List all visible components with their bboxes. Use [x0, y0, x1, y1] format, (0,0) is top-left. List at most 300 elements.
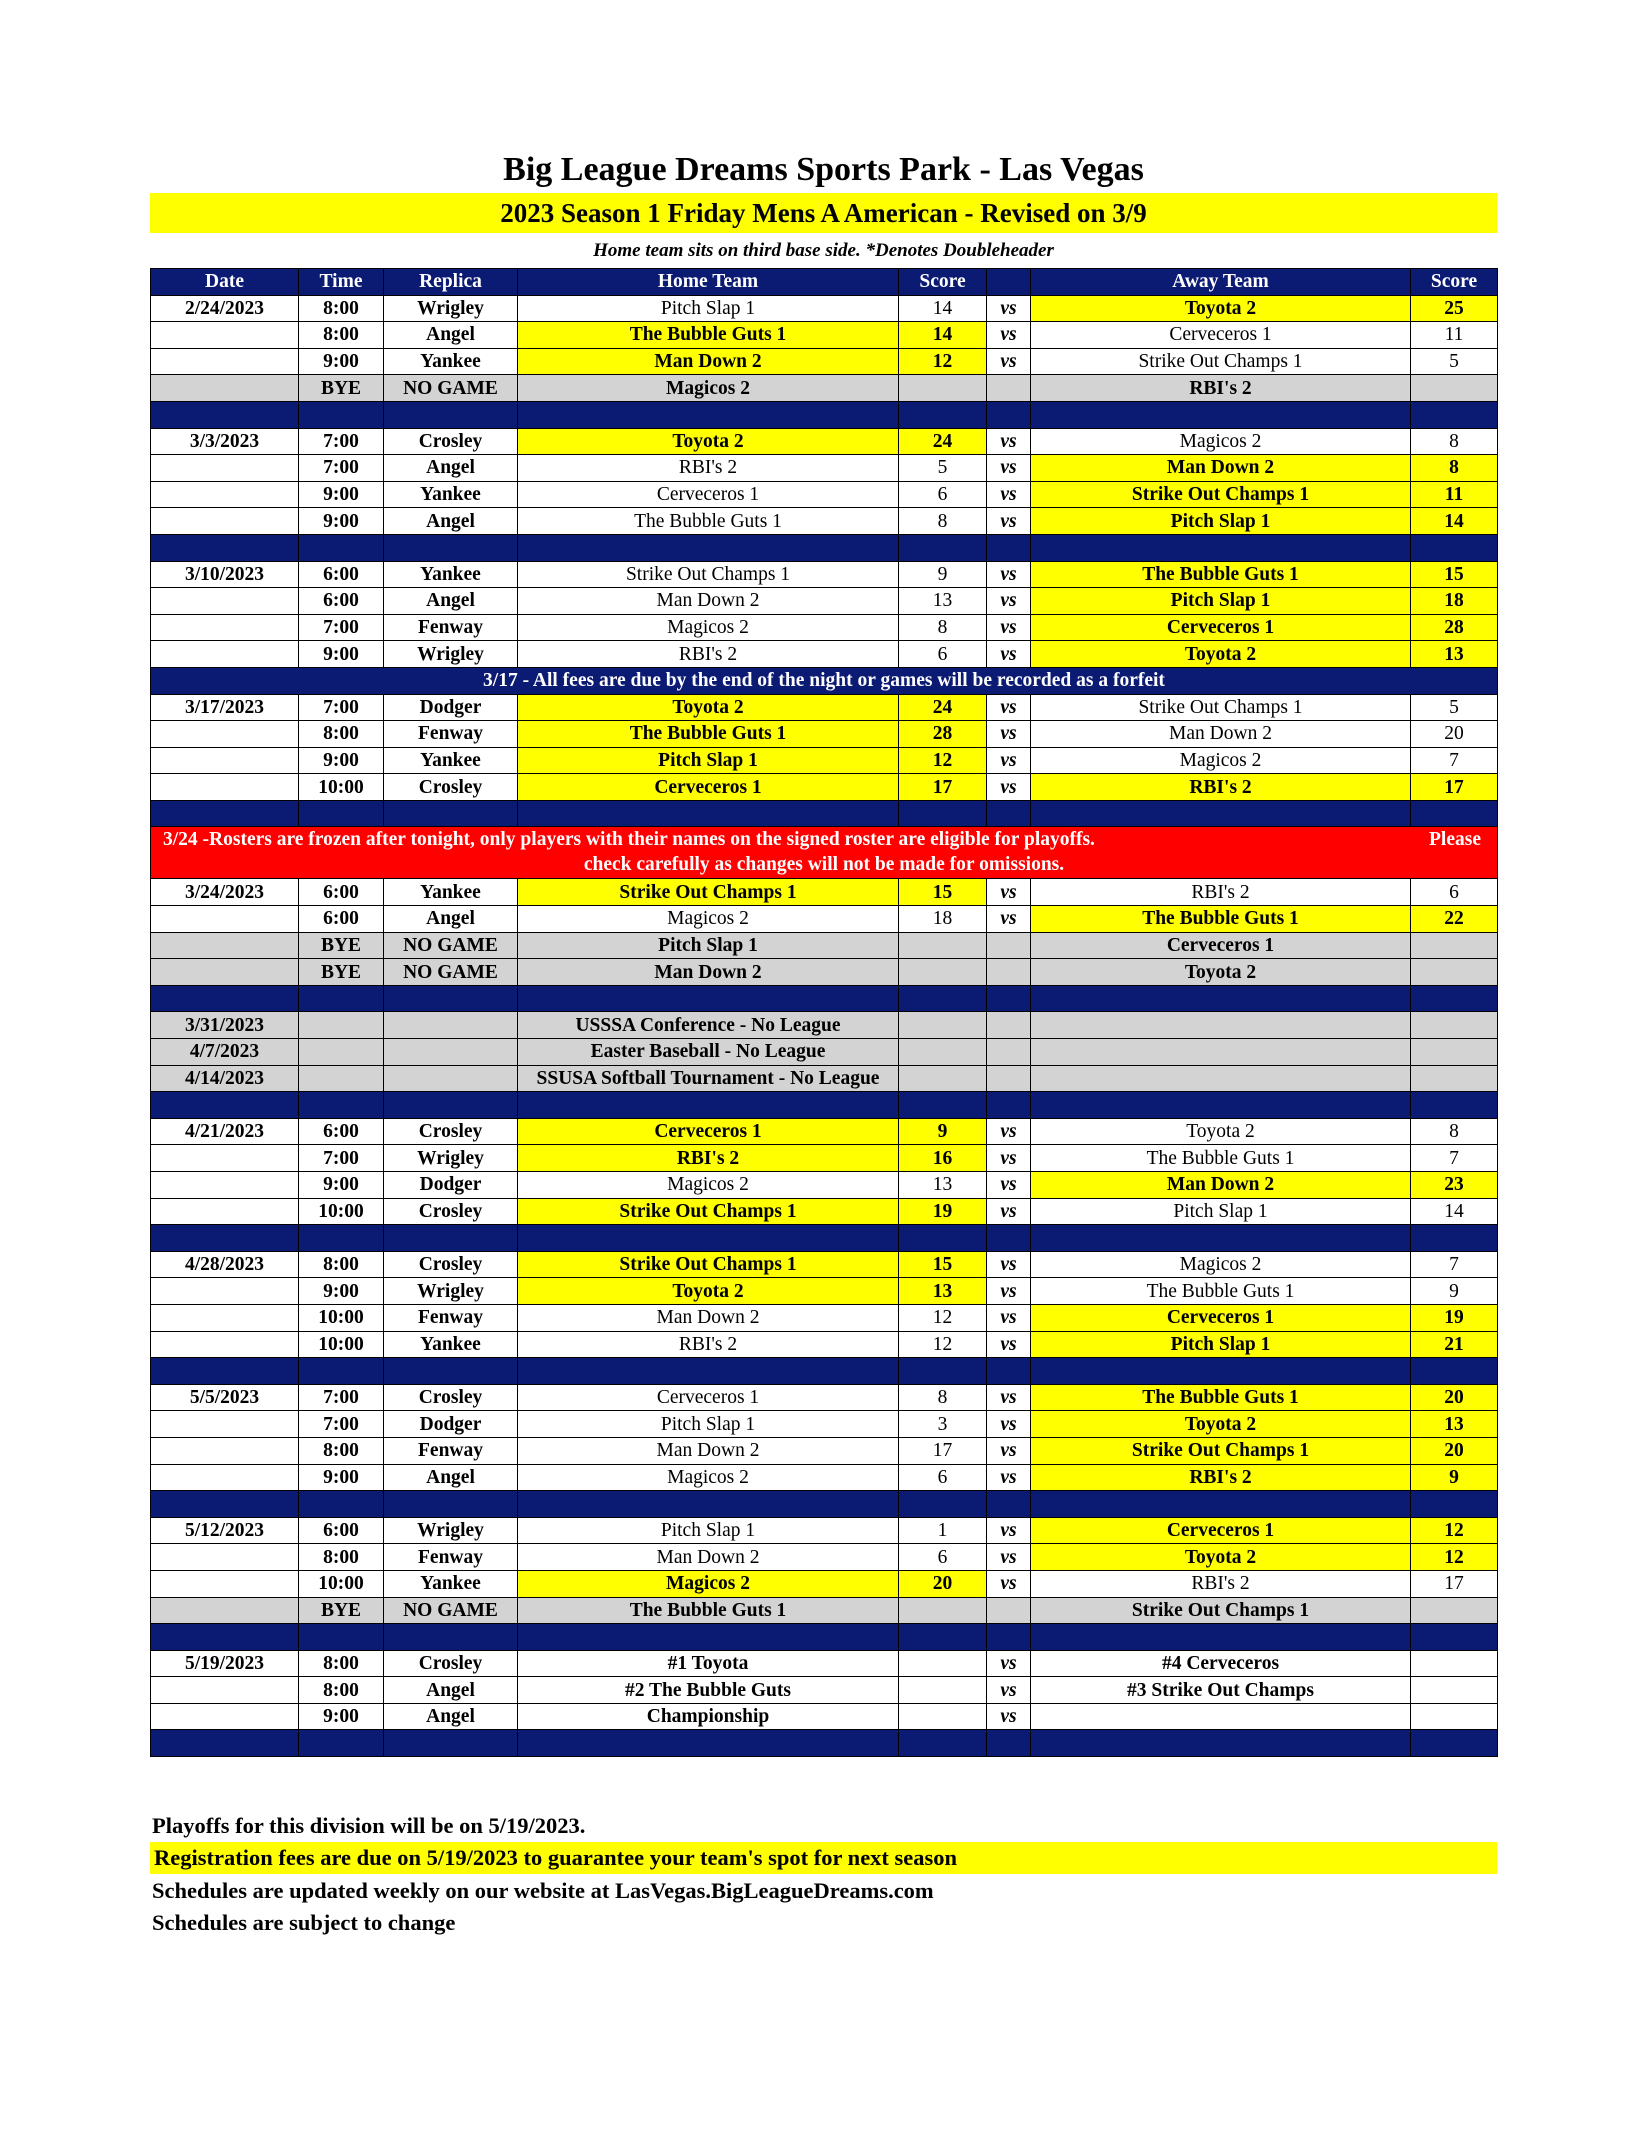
- game-row: [151, 1251, 1498, 1278]
- game-row: [151, 1544, 1498, 1571]
- separator-row: [151, 401, 1498, 428]
- col-home-team-header: Home Team: [518, 269, 899, 296]
- home-team: Strike Out Champs 1: [518, 1198, 899, 1225]
- away-score: 25: [1411, 295, 1498, 322]
- home-score: [899, 1650, 987, 1677]
- away-team: #3 Strike Out Champs: [1031, 1677, 1411, 1704]
- col-replica-header: Replica: [384, 269, 518, 296]
- away-team: [1031, 1703, 1411, 1730]
- home-team: Strike Out Champs 1: [518, 561, 899, 588]
- separator-cell: [1411, 1491, 1498, 1518]
- game-date: 4/14/2023: [151, 1065, 299, 1092]
- no-league-row: [151, 1065, 1498, 1092]
- game-date: [151, 641, 299, 668]
- home-team: Man Down 2: [518, 1304, 899, 1331]
- game-date: 3/3/2023: [151, 428, 299, 455]
- vs-cell: vs: [987, 481, 1031, 508]
- vs-cell: vs: [987, 561, 1031, 588]
- separator-cell: [384, 1730, 518, 1757]
- away-team: The Bubble Guts 1: [1031, 1145, 1411, 1172]
- no-league-text: USSSA Conference - No League: [518, 1012, 899, 1039]
- game-row: [151, 774, 1498, 801]
- separator-cell: [151, 1730, 299, 1757]
- away-score: 5: [1411, 348, 1498, 375]
- away-score: 6: [1411, 879, 1498, 906]
- vs-cell: vs: [987, 295, 1031, 322]
- separator-cell: [384, 1225, 518, 1252]
- home-score: 8: [899, 614, 987, 641]
- separator-cell: [299, 1092, 384, 1119]
- home-team: Cerveceros 1: [518, 774, 899, 801]
- vs-cell: vs: [987, 1517, 1031, 1544]
- game-date: 4/21/2023: [151, 1118, 299, 1145]
- game-replica: NO GAME: [384, 932, 518, 959]
- away-team: Magicos 2: [1031, 1251, 1411, 1278]
- vs-cell: vs: [987, 508, 1031, 535]
- game-replica: [384, 1012, 518, 1039]
- home-team: Man Down 2: [518, 1544, 899, 1571]
- separator-cell: [384, 401, 518, 428]
- away-team: Pitch Slap 1: [1031, 508, 1411, 535]
- separator-row: [151, 985, 1498, 1012]
- schedule-body: [151, 295, 1498, 1756]
- home-score: 13: [899, 1172, 987, 1199]
- game-time: 7:00: [299, 614, 384, 641]
- separator-cell: [518, 985, 899, 1012]
- separator-cell: [1031, 1491, 1411, 1518]
- separator-cell: [1031, 1225, 1411, 1252]
- home-score: 5: [899, 455, 987, 482]
- vs-cell: vs: [987, 694, 1031, 721]
- away-team: Strike Out Champs 1: [1031, 481, 1411, 508]
- game-date: 3/24/2023: [151, 879, 299, 906]
- game-date: [151, 932, 299, 959]
- vs-cell: vs: [987, 1411, 1031, 1438]
- home-score: 14: [899, 295, 987, 322]
- away-team: Strike Out Champs 1: [1031, 694, 1411, 721]
- home-team: #2 The Bubble Guts: [518, 1677, 899, 1704]
- home-team: Cerveceros 1: [518, 481, 899, 508]
- game-row: [151, 747, 1498, 774]
- game-row: [151, 879, 1498, 906]
- game-replica: [384, 1039, 518, 1066]
- game-date: [151, 1304, 299, 1331]
- game-replica: Crosley: [384, 1198, 518, 1225]
- game-date: 4/28/2023: [151, 1251, 299, 1278]
- game-replica: Crosley: [384, 428, 518, 455]
- away-score: 14: [1411, 1198, 1498, 1225]
- home-score: 6: [899, 481, 987, 508]
- separator-cell: [987, 1225, 1031, 1252]
- home-score: 8: [899, 1384, 987, 1411]
- separator-cell: [1411, 1730, 1498, 1757]
- game-date: 5/19/2023: [151, 1650, 299, 1677]
- game-date: [151, 588, 299, 615]
- game-row: [151, 428, 1498, 455]
- game-time: 7:00: [299, 1384, 384, 1411]
- away-score: 19: [1411, 1304, 1498, 1331]
- vs-cell: vs: [987, 322, 1031, 349]
- game-time: BYE: [299, 375, 384, 402]
- away-team: Cerveceros 1: [1031, 322, 1411, 349]
- home-score: 3: [899, 1411, 987, 1438]
- separator-cell: [1411, 800, 1498, 827]
- separator-cell: [1031, 1358, 1411, 1385]
- vs-cell: [987, 1012, 1031, 1039]
- game-date: [151, 774, 299, 801]
- home-score: 16: [899, 1145, 987, 1172]
- game-date: 5/5/2023: [151, 1384, 299, 1411]
- game-time: 8:00: [299, 1677, 384, 1704]
- col-away-team-header: Away Team: [1031, 269, 1411, 296]
- game-replica: NO GAME: [384, 1597, 518, 1624]
- home-team: Man Down 2: [518, 959, 899, 986]
- separator-row: [151, 1358, 1498, 1385]
- game-time: 6:00: [299, 879, 384, 906]
- game-replica: Fenway: [384, 721, 518, 748]
- away-team: Cerveceros 1: [1031, 1517, 1411, 1544]
- home-team-note: Home team sits on third base side. *Denotes Doubleheader: [593, 240, 1054, 261]
- away-team: Toyota 2: [1031, 1118, 1411, 1145]
- separator-cell: [151, 1624, 299, 1651]
- home-team: Magicos 2: [518, 906, 899, 933]
- home-score: 12: [899, 1331, 987, 1358]
- home-score: 17: [899, 774, 987, 801]
- game-date: [151, 1437, 299, 1464]
- separator-cell: [151, 1491, 299, 1518]
- vs-cell: vs: [987, 455, 1031, 482]
- game-time: 8:00: [299, 1251, 384, 1278]
- game-replica: Yankee: [384, 1570, 518, 1597]
- game-replica: Dodger: [384, 694, 518, 721]
- game-time: 6:00: [299, 588, 384, 615]
- game-replica: Wrigley: [384, 1278, 518, 1305]
- game-row: [151, 1570, 1498, 1597]
- vs-cell: [987, 1597, 1031, 1624]
- game-time: 6:00: [299, 1118, 384, 1145]
- game-row: [151, 322, 1498, 349]
- game-replica: Crosley: [384, 1650, 518, 1677]
- away-score: 15: [1411, 561, 1498, 588]
- away-team: RBI's 2: [1031, 774, 1411, 801]
- game-date: [151, 1411, 299, 1438]
- home-team: Cerveceros 1: [518, 1384, 899, 1411]
- home-team: RBI's 2: [518, 1145, 899, 1172]
- page-title: Big League Dreams Sports Park - Las Vegas: [503, 151, 1144, 188]
- away-score: [1411, 1012, 1498, 1039]
- col-date-header: Date: [151, 269, 299, 296]
- home-score: [899, 1012, 987, 1039]
- away-team: Man Down 2: [1031, 455, 1411, 482]
- vs-cell: vs: [987, 774, 1031, 801]
- separator-cell: [1411, 1092, 1498, 1119]
- home-team: Pitch Slap 1: [518, 747, 899, 774]
- game-date: [151, 747, 299, 774]
- vs-cell: vs: [987, 614, 1031, 641]
- vs-cell: vs: [987, 1331, 1031, 1358]
- home-team: #1 Toyota: [518, 1650, 899, 1677]
- game-date: [151, 1145, 299, 1172]
- away-team: Magicos 2: [1031, 747, 1411, 774]
- game-row: [151, 1278, 1498, 1305]
- game-time: [299, 1012, 384, 1039]
- separator-cell: [384, 534, 518, 561]
- home-team: Magicos 2: [518, 614, 899, 641]
- roster-notice-please: Please: [1429, 829, 1481, 851]
- col-away-score-header: Score: [1411, 269, 1498, 296]
- home-team: Toyota 2: [518, 428, 899, 455]
- separator-cell: [987, 534, 1031, 561]
- home-score: 28: [899, 721, 987, 748]
- game-date: [151, 906, 299, 933]
- game-date: [151, 322, 299, 349]
- no-league-row: [151, 1012, 1498, 1039]
- game-replica: Dodger: [384, 1172, 518, 1199]
- game-row: [151, 1145, 1498, 1172]
- playoff-row: [151, 1677, 1498, 1704]
- home-team: Cerveceros 1: [518, 1118, 899, 1145]
- game-row: [151, 1198, 1498, 1225]
- game-time: 8:00: [299, 721, 384, 748]
- separator-cell: [1411, 1624, 1498, 1651]
- home-team: Pitch Slap 1: [518, 295, 899, 322]
- vs-cell: [987, 375, 1031, 402]
- separator-cell: [899, 1225, 987, 1252]
- game-replica: Fenway: [384, 614, 518, 641]
- game-row: [151, 588, 1498, 615]
- separator-cell: [1411, 401, 1498, 428]
- separator-cell: [987, 401, 1031, 428]
- separator-row: [151, 534, 1498, 561]
- game-replica: Angel: [384, 508, 518, 535]
- away-team: Strike Out Champs 1: [1031, 348, 1411, 375]
- home-team: Magicos 2: [518, 1464, 899, 1491]
- separator-cell: [299, 401, 384, 428]
- vs-cell: vs: [987, 1570, 1031, 1597]
- playoff-row: [151, 1703, 1498, 1730]
- bye-row: [151, 932, 1498, 959]
- roster-notice-line1: 3/24 -Rosters are frozen after tonight, only players with their names on the signed roster are eligible for playoffs.: [163, 829, 1095, 851]
- game-replica: Yankee: [384, 348, 518, 375]
- away-team: Toyota 2: [1031, 1544, 1411, 1571]
- subject-to-change-note: Schedules are subject to change: [152, 1910, 456, 1935]
- game-row: [151, 1437, 1498, 1464]
- separator-cell: [151, 1092, 299, 1119]
- game-replica: Fenway: [384, 1544, 518, 1571]
- away-score: 20: [1411, 721, 1498, 748]
- home-score: 1: [899, 1517, 987, 1544]
- vs-cell: vs: [987, 747, 1031, 774]
- separator-row: [151, 1730, 1498, 1757]
- game-date: 3/31/2023: [151, 1012, 299, 1039]
- game-replica: [384, 1065, 518, 1092]
- away-score: [1411, 1677, 1498, 1704]
- separator-cell: [518, 1358, 899, 1385]
- game-time: BYE: [299, 932, 384, 959]
- game-time: 7:00: [299, 1411, 384, 1438]
- no-league-row: [151, 1039, 1498, 1066]
- away-score: 22: [1411, 906, 1498, 933]
- away-team: The Bubble Guts 1: [1031, 1278, 1411, 1305]
- separator-cell: [1031, 985, 1411, 1012]
- separator-cell: [1031, 1092, 1411, 1119]
- game-date: [151, 375, 299, 402]
- away-team: Man Down 2: [1031, 721, 1411, 748]
- season-subtitle: 2023 Season 1 Friday Mens A American - Revised on 3/9: [150, 193, 1497, 233]
- away-score: 17: [1411, 1570, 1498, 1597]
- game-date: [151, 1677, 299, 1704]
- home-team: Magicos 2: [518, 375, 899, 402]
- home-score: 9: [899, 1118, 987, 1145]
- separator-cell: [384, 985, 518, 1012]
- home-team: Strike Out Champs 1: [518, 1251, 899, 1278]
- no-league-text: SSUSA Softball Tournament - No League: [518, 1065, 899, 1092]
- game-replica: Fenway: [384, 1304, 518, 1331]
- home-score: [899, 1065, 987, 1092]
- separator-cell: [1031, 800, 1411, 827]
- game-time: BYE: [299, 959, 384, 986]
- separator-cell: [299, 1491, 384, 1518]
- col-time-header: Time: [299, 269, 384, 296]
- away-score: 20: [1411, 1437, 1498, 1464]
- home-score: 24: [899, 428, 987, 455]
- home-team: Man Down 2: [518, 588, 899, 615]
- game-date: [151, 721, 299, 748]
- game-time: 10:00: [299, 1570, 384, 1597]
- game-replica: Wrigley: [384, 1145, 518, 1172]
- game-date: [151, 348, 299, 375]
- separator-cell: [899, 1491, 987, 1518]
- separator-cell: [151, 401, 299, 428]
- game-time: 6:00: [299, 1517, 384, 1544]
- away-team: [1031, 1065, 1411, 1092]
- game-date: [151, 508, 299, 535]
- game-row: [151, 641, 1498, 668]
- away-team: Man Down 2: [1031, 1172, 1411, 1199]
- game-date: [151, 1172, 299, 1199]
- game-replica: Crosley: [384, 1251, 518, 1278]
- home-score: 9: [899, 561, 987, 588]
- away-score: [1411, 1065, 1498, 1092]
- away-score: 7: [1411, 1251, 1498, 1278]
- separator-cell: [987, 1491, 1031, 1518]
- vs-cell: [987, 932, 1031, 959]
- game-row: [151, 1118, 1498, 1145]
- away-score: 12: [1411, 1544, 1498, 1571]
- away-score: 23: [1411, 1172, 1498, 1199]
- home-score: [899, 959, 987, 986]
- home-score: [899, 932, 987, 959]
- vs-cell: vs: [987, 1278, 1031, 1305]
- game-date: 3/10/2023: [151, 561, 299, 588]
- home-team: Pitch Slap 1: [518, 932, 899, 959]
- separator-cell: [899, 800, 987, 827]
- home-score: 13: [899, 1278, 987, 1305]
- home-score: 17: [899, 1437, 987, 1464]
- separator-cell: [899, 1358, 987, 1385]
- home-team: Man Down 2: [518, 348, 899, 375]
- roster-notice-row: [151, 827, 1498, 879]
- game-row: [151, 481, 1498, 508]
- game-replica: Yankee: [384, 561, 518, 588]
- home-team: The Bubble Guts 1: [518, 721, 899, 748]
- separator-cell: [899, 1092, 987, 1119]
- home-score: [899, 1703, 987, 1730]
- game-row: [151, 1384, 1498, 1411]
- vs-cell: vs: [987, 428, 1031, 455]
- separator-cell: [1411, 1225, 1498, 1252]
- game-row: [151, 1411, 1498, 1438]
- away-score: 8: [1411, 428, 1498, 455]
- game-date: [151, 959, 299, 986]
- vs-cell: [987, 1065, 1031, 1092]
- away-team: Pitch Slap 1: [1031, 1198, 1411, 1225]
- game-time: BYE: [299, 1597, 384, 1624]
- header-row: [151, 269, 1498, 296]
- game-replica: Dodger: [384, 1411, 518, 1438]
- away-team: [1031, 1039, 1411, 1066]
- separator-row: [151, 1624, 1498, 1651]
- away-team: The Bubble Guts 1: [1031, 561, 1411, 588]
- game-row: [151, 1331, 1498, 1358]
- separator-cell: [1031, 401, 1411, 428]
- game-replica: Yankee: [384, 481, 518, 508]
- game-replica: Yankee: [384, 879, 518, 906]
- away-score: 20: [1411, 1384, 1498, 1411]
- home-score: 12: [899, 1304, 987, 1331]
- game-time: 8:00: [299, 295, 384, 322]
- game-replica: Angel: [384, 906, 518, 933]
- game-replica: Fenway: [384, 1437, 518, 1464]
- home-score: [899, 1039, 987, 1066]
- game-time: 9:00: [299, 1278, 384, 1305]
- away-team: Cerveceros 1: [1031, 614, 1411, 641]
- away-team: RBI's 2: [1031, 375, 1411, 402]
- vs-cell: vs: [987, 588, 1031, 615]
- game-row: [151, 508, 1498, 535]
- vs-cell: vs: [987, 721, 1031, 748]
- home-team: Strike Out Champs 1: [518, 879, 899, 906]
- game-date: [151, 1570, 299, 1597]
- separator-row: [151, 1092, 1498, 1119]
- separator-cell: [151, 1358, 299, 1385]
- away-score: [1411, 375, 1498, 402]
- home-score: [899, 1597, 987, 1624]
- separator-cell: [987, 1730, 1031, 1757]
- game-replica: Crosley: [384, 1384, 518, 1411]
- vs-cell: [987, 1039, 1031, 1066]
- vs-cell: vs: [987, 1384, 1031, 1411]
- vs-cell: vs: [987, 348, 1031, 375]
- away-score: 9: [1411, 1278, 1498, 1305]
- vs-cell: vs: [987, 1118, 1031, 1145]
- away-team: Toyota 2: [1031, 641, 1411, 668]
- vs-cell: vs: [987, 1172, 1031, 1199]
- home-score: 6: [899, 1464, 987, 1491]
- game-time: 9:00: [299, 348, 384, 375]
- away-score: [1411, 932, 1498, 959]
- game-time: 9:00: [299, 1464, 384, 1491]
- game-date: [151, 481, 299, 508]
- separator-cell: [518, 1225, 899, 1252]
- away-score: 7: [1411, 747, 1498, 774]
- vs-cell: vs: [987, 641, 1031, 668]
- away-team: Magicos 2: [1031, 428, 1411, 455]
- game-time: 10:00: [299, 1198, 384, 1225]
- vs-cell: vs: [987, 1544, 1031, 1571]
- col-home-score-header: Score: [899, 269, 987, 296]
- away-team: Toyota 2: [1031, 959, 1411, 986]
